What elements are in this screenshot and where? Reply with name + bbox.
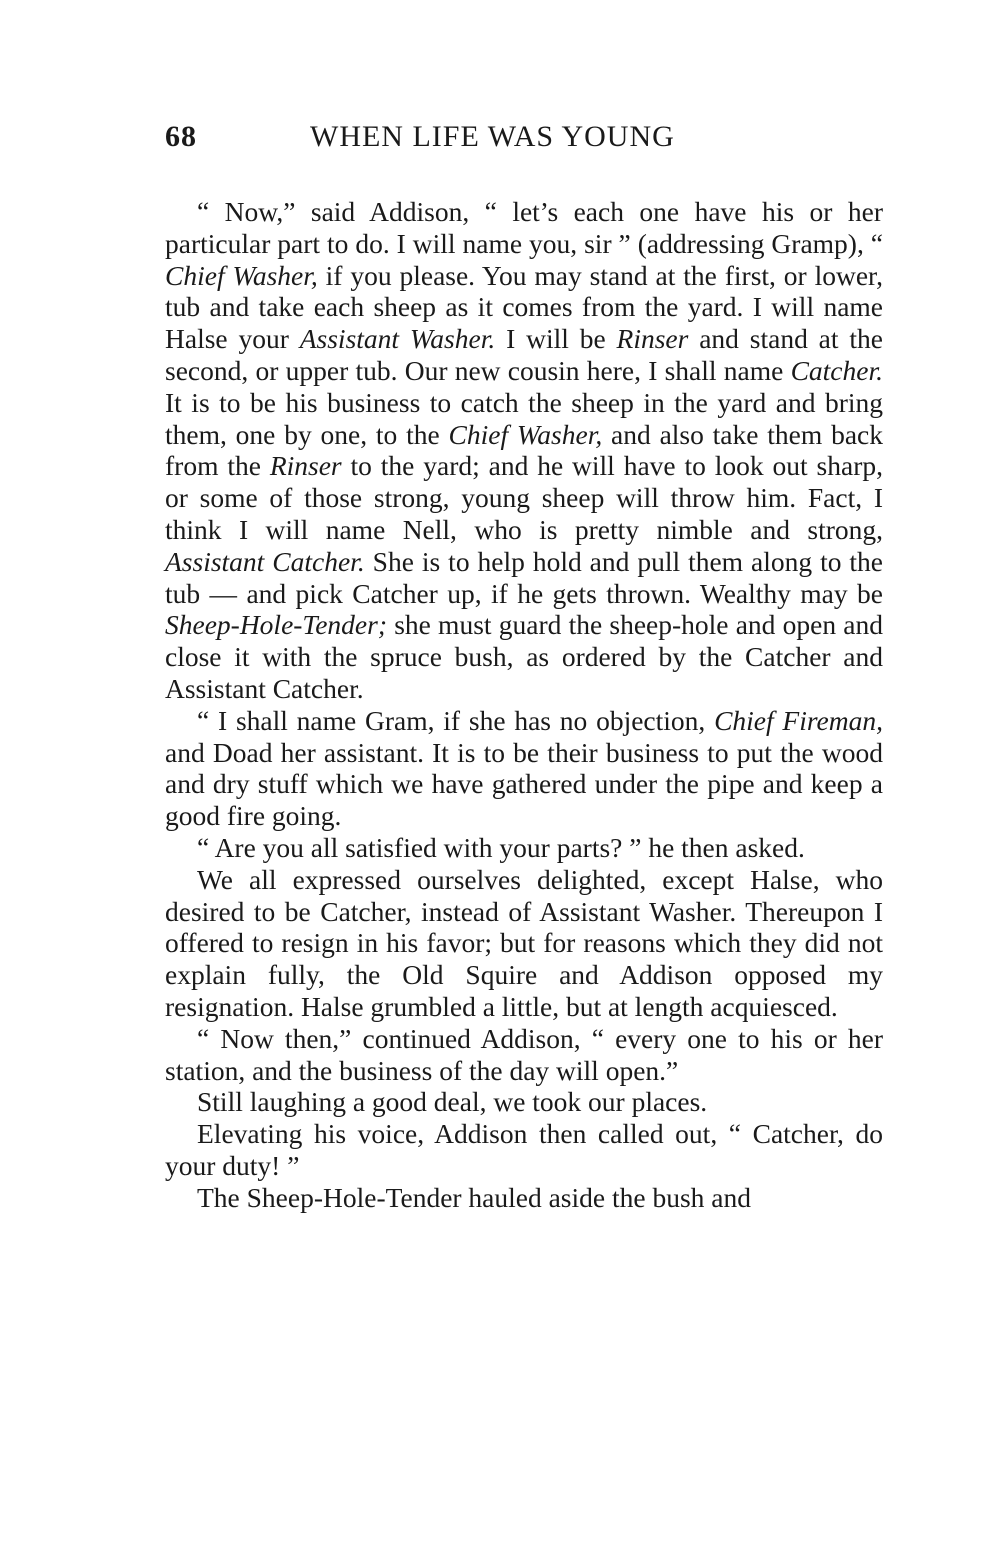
text-run: It is to be his business to catch the sheep in the yard and bring them, one by one, to the	[165, 386, 883, 450]
text-run: “ Now,” said Addison, “ let’s each one have his or her particular part to do. I will name you, sir ” (addressing Gramp), “	[165, 196, 883, 259]
text-run: if you please. You may stand at the first, or lower, tub and take each sheep as it comes from the yard. I will name Halse your	[165, 259, 883, 355]
text-run: and stand at the second, or upper tub. Our new cousin here, I shall name	[165, 323, 883, 386]
running-title: WHEN LIFE WAS YOUNG	[310, 120, 675, 153]
paragraph	[165, 832, 883, 864]
paragraph	[165, 1023, 883, 1087]
page-number: 68	[165, 120, 197, 153]
text-run: I will be	[495, 323, 617, 355]
paragraph	[165, 705, 883, 832]
italic-run: Rinser	[269, 450, 342, 482]
text-run: She is to help hold and pull them along to the tub — and pick Catcher up, if he gets thrown. Wealthy may be	[165, 545, 884, 609]
running-head	[165, 120, 883, 172]
paragraph	[165, 196, 883, 705]
text-run: “ Now then,” continued Addison, “ every one to his or her station, and the business of the day will open.”	[165, 1022, 883, 1086]
text-run: and Doad her assistant. It is to be their business to put the wood and dry stuff which we have gathered under the pipe and keep a good fire going.	[165, 736, 883, 832]
italic-run: Rinser	[616, 323, 689, 355]
book-page	[165, 120, 883, 1214]
text-run: “ I shall name Gram, if she has no objection,	[197, 704, 715, 736]
text-run: We all expressed ourselves delighted, except Halse, who desired to be Catcher, instead of Assistant Washer. Thereupon I offered to resign in his favor; but for reasons which they did not explain fully, the Old Squire and Addison opposed my resignation. Halse grumbled a little, but at length acquiesced.	[165, 863, 883, 1022]
italic-run: Chief Washer,	[448, 418, 603, 450]
text-run: The Sheep-Hole-Tender hauled aside the bush and	[197, 1181, 751, 1213]
italic-run: Assistant Washer.	[299, 323, 496, 355]
body-text	[165, 196, 883, 1214]
paragraph	[165, 1086, 883, 1118]
text-run: Elevating his voice, Addison then called out, “ Catcher, do your duty! ”	[165, 1118, 883, 1181]
paragraph	[165, 1118, 883, 1182]
text-run: “ Are you all satisfied with your parts? ” he then asked.	[197, 831, 805, 863]
italic-run: Chief Washer,	[165, 259, 318, 291]
paragraph	[165, 864, 883, 1023]
text-run: and also take them back from the	[165, 418, 883, 482]
paragraph	[165, 1182, 883, 1214]
text-run: to the yard; and he will have to look out sharp, or some of those strong, young sheep will throw him. Fact, I think I will name Nell, who is pretty nimble and strong,	[165, 450, 883, 545]
italic-run: Assistant Catcher.	[165, 545, 365, 577]
text-run: she must guard the sheep-hole and open and close it with the spruce bush, as ordered by the Catcher and Assistant Catcher.	[165, 609, 883, 704]
text-run: Still laughing a good deal, we took our places.	[197, 1086, 708, 1118]
italic-run: Chief Fireman,	[714, 704, 883, 736]
italic-run: Sheep-Hole-Tender;	[165, 609, 387, 641]
italic-run: Catcher.	[790, 354, 883, 386]
